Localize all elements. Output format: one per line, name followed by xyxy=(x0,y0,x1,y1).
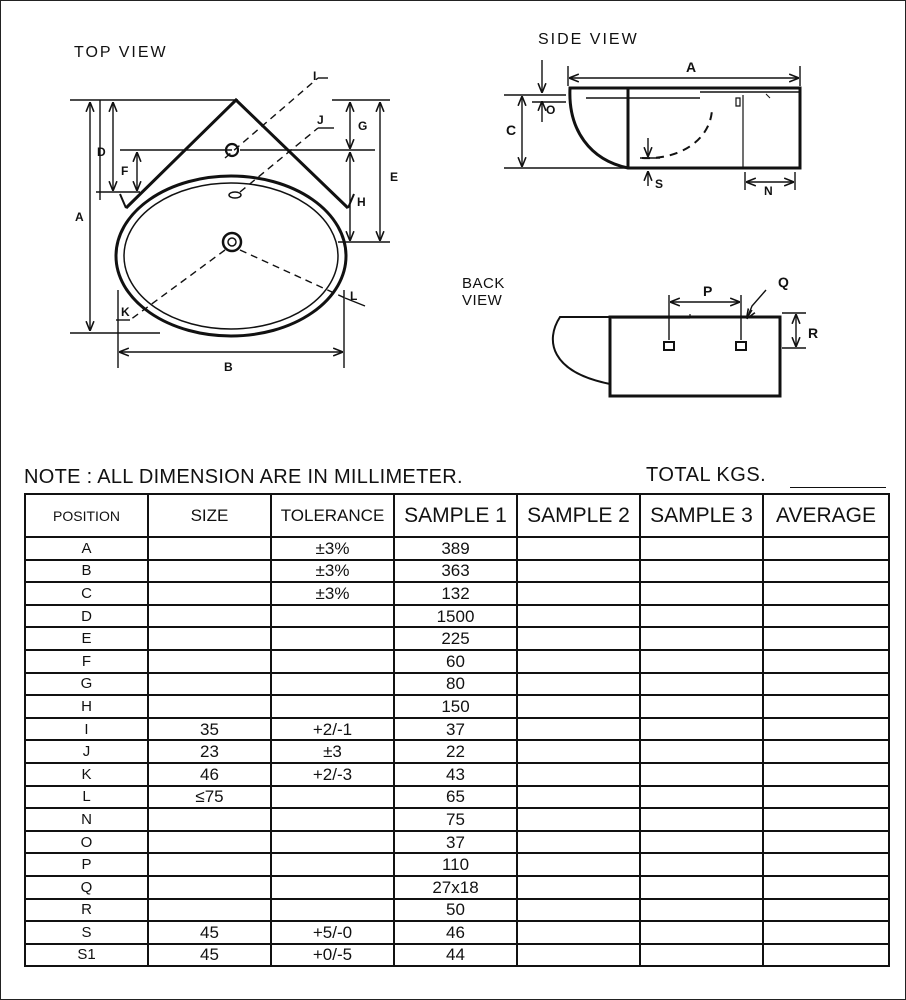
dim-label-top-a: A xyxy=(75,210,84,224)
cell-tolerance xyxy=(271,650,394,673)
table-row xyxy=(25,786,889,809)
cell-position: P xyxy=(25,853,148,876)
cell-tolerance: ±3% xyxy=(271,582,394,605)
cell-sample-1: 50 xyxy=(394,899,517,922)
cell-sample-3 xyxy=(640,944,763,967)
table-row xyxy=(25,876,889,899)
technical-drawing xyxy=(0,0,906,460)
cell-sample-2 xyxy=(517,605,640,628)
table-row xyxy=(25,763,889,786)
table-row xyxy=(25,605,889,628)
cell-sample-2 xyxy=(517,853,640,876)
header-average: AVERAGE xyxy=(763,494,889,537)
cell-sample-1: 363 xyxy=(394,560,517,583)
cell-position: Q xyxy=(25,876,148,899)
cell-tolerance: ±3 xyxy=(271,740,394,763)
cell-sample-3 xyxy=(640,831,763,854)
cell-position: E xyxy=(25,627,148,650)
cell-size: 45 xyxy=(148,921,271,944)
cell-average xyxy=(763,740,889,763)
cell-position: H xyxy=(25,695,148,718)
cell-sample-1: 60 xyxy=(394,650,517,673)
header-size: SIZE xyxy=(148,494,271,537)
cell-position: R xyxy=(25,899,148,922)
cell-size xyxy=(148,831,271,854)
cell-sample-1: 37 xyxy=(394,831,517,854)
cell-sample-3 xyxy=(640,650,763,673)
cell-size xyxy=(148,808,271,831)
cell-size xyxy=(148,876,271,899)
table-row xyxy=(25,831,889,854)
cell-tolerance: +2/-1 xyxy=(271,718,394,741)
cell-sample-1: 110 xyxy=(394,853,517,876)
table-row xyxy=(25,718,889,741)
dim-label-top-d: D xyxy=(97,145,106,159)
table-row xyxy=(25,853,889,876)
cell-size xyxy=(148,582,271,605)
dim-label-side-c: C xyxy=(506,122,517,138)
cell-sample-3 xyxy=(640,582,763,605)
side-view-title: SIDE VIEW xyxy=(538,31,639,48)
cell-sample-3 xyxy=(640,695,763,718)
cell-sample-2 xyxy=(517,582,640,605)
cell-position: S xyxy=(25,921,148,944)
cell-average xyxy=(763,831,889,854)
cell-sample-2 xyxy=(517,763,640,786)
cell-tolerance xyxy=(271,853,394,876)
cell-tolerance: ±3% xyxy=(271,560,394,583)
cell-average xyxy=(763,560,889,583)
cell-sample-3 xyxy=(640,899,763,922)
dim-label-side-a: A xyxy=(686,59,697,75)
dimension-table xyxy=(24,493,890,967)
total-kgs-label: TOTAL KGS. xyxy=(646,464,767,486)
cell-position: I xyxy=(25,718,148,741)
cell-average xyxy=(763,786,889,809)
cell-average xyxy=(763,808,889,831)
cell-position: B xyxy=(25,560,148,583)
cell-sample-2 xyxy=(517,695,640,718)
cell-tolerance xyxy=(271,808,394,831)
cell-sample-2 xyxy=(517,560,640,583)
cell-average xyxy=(763,627,889,650)
cell-position: F xyxy=(25,650,148,673)
top-view-drawing xyxy=(70,78,390,368)
cell-average xyxy=(763,537,889,560)
cell-average xyxy=(763,673,889,696)
cell-sample-3 xyxy=(640,786,763,809)
cell-tolerance xyxy=(271,673,394,696)
table-row xyxy=(25,582,889,605)
dim-label-side-o: O xyxy=(546,103,556,117)
table-row xyxy=(25,560,889,583)
cell-sample-1: 65 xyxy=(394,786,517,809)
cell-size xyxy=(148,695,271,718)
cell-size xyxy=(148,537,271,560)
cell-size: 45 xyxy=(148,944,271,967)
dim-label-top-i: I xyxy=(313,69,317,83)
cell-sample-2 xyxy=(517,673,640,696)
cell-sample-1: 132 xyxy=(394,582,517,605)
table-row xyxy=(25,650,889,673)
cell-tolerance: ±3% xyxy=(271,537,394,560)
cell-sample-2 xyxy=(517,899,640,922)
cell-sample-1: 44 xyxy=(394,944,517,967)
cell-sample-3 xyxy=(640,740,763,763)
cell-tolerance xyxy=(271,786,394,809)
back-view-drawing xyxy=(553,290,806,396)
cell-sample-1: 389 xyxy=(394,537,517,560)
cell-sample-3 xyxy=(640,876,763,899)
cell-tolerance: +2/-3 xyxy=(271,763,394,786)
table-row xyxy=(25,921,889,944)
cell-position: N xyxy=(25,808,148,831)
cell-position: S1 xyxy=(25,944,148,967)
cell-average xyxy=(763,853,889,876)
cell-sample-3 xyxy=(640,763,763,786)
dim-label-top-l: L xyxy=(350,289,358,303)
cell-sample-3 xyxy=(640,853,763,876)
cell-size xyxy=(148,560,271,583)
cell-tolerance xyxy=(271,627,394,650)
back-view-title-line2: VIEW xyxy=(462,292,503,309)
cell-size xyxy=(148,899,271,922)
cell-average xyxy=(763,605,889,628)
cell-size: 23 xyxy=(148,740,271,763)
cell-sample-1: 75 xyxy=(394,808,517,831)
cell-position: C xyxy=(25,582,148,605)
cell-tolerance xyxy=(271,876,394,899)
cell-sample-1: 1500 xyxy=(394,605,517,628)
cell-average xyxy=(763,876,889,899)
cell-tolerance xyxy=(271,605,394,628)
table-row xyxy=(25,695,889,718)
cell-size xyxy=(148,673,271,696)
cell-sample-2 xyxy=(517,740,640,763)
cell-sample-3 xyxy=(640,921,763,944)
cell-sample-3 xyxy=(640,560,763,583)
cell-position: A xyxy=(25,537,148,560)
cell-average xyxy=(763,650,889,673)
cell-sample-2 xyxy=(517,627,640,650)
cell-sample-2 xyxy=(517,808,640,831)
dim-label-top-g: G xyxy=(358,119,368,133)
cell-sample-1: 46 xyxy=(394,921,517,944)
cell-sample-2 xyxy=(517,537,640,560)
cell-sample-1: 225 xyxy=(394,627,517,650)
table-row xyxy=(25,740,889,763)
header-tolerance: TOLERANCE xyxy=(271,494,394,537)
table-row xyxy=(25,944,889,967)
dim-label-top-f: F xyxy=(121,164,129,178)
cell-size xyxy=(148,853,271,876)
cell-size: 46 xyxy=(148,763,271,786)
dim-label-back-q: Q xyxy=(778,274,789,290)
cell-sample-1: 150 xyxy=(394,695,517,718)
side-view-drawing xyxy=(504,60,800,190)
dim-label-side-n: N xyxy=(764,184,773,198)
cell-size: 35 xyxy=(148,718,271,741)
cell-tolerance xyxy=(271,899,394,922)
cell-average xyxy=(763,695,889,718)
units-note: NOTE : ALL DIMENSION ARE IN MILLIMETER. xyxy=(24,466,463,488)
cell-size xyxy=(148,605,271,628)
dim-label-back-r: R xyxy=(808,325,819,341)
cell-sample-3 xyxy=(640,605,763,628)
cell-sample-3 xyxy=(640,718,763,741)
header-sample-2: SAMPLE 2 xyxy=(517,494,640,537)
cell-sample-1: 22 xyxy=(394,740,517,763)
cell-sample-2 xyxy=(517,786,640,809)
cell-position: K xyxy=(25,763,148,786)
cell-sample-1: 27x18 xyxy=(394,876,517,899)
cell-sample-3 xyxy=(640,627,763,650)
cell-sample-3 xyxy=(640,673,763,696)
cell-average xyxy=(763,921,889,944)
cell-tolerance xyxy=(271,695,394,718)
cell-tolerance: +5/-0 xyxy=(271,921,394,944)
table-body xyxy=(25,537,889,966)
cell-sample-3 xyxy=(640,537,763,560)
cell-average xyxy=(763,944,889,967)
cell-size xyxy=(148,627,271,650)
cell-average xyxy=(763,899,889,922)
dim-label-back-p: P xyxy=(703,283,713,299)
total-kgs-blank xyxy=(790,487,886,488)
header-position: POSITION xyxy=(25,494,148,537)
cell-sample-2 xyxy=(517,944,640,967)
cell-position: L xyxy=(25,786,148,809)
cell-tolerance xyxy=(271,831,394,854)
cell-sample-2 xyxy=(517,831,640,854)
cell-position: D xyxy=(25,605,148,628)
cell-sample-1: 37 xyxy=(394,718,517,741)
table-row xyxy=(25,899,889,922)
dim-label-top-b: B xyxy=(224,360,233,374)
cell-average xyxy=(763,763,889,786)
table-row xyxy=(25,808,889,831)
cell-average xyxy=(763,718,889,741)
header-sample-3: SAMPLE 3 xyxy=(640,494,763,537)
cell-sample-2 xyxy=(517,921,640,944)
dim-label-top-h: H xyxy=(357,195,366,209)
dim-label-top-e: E xyxy=(390,170,399,184)
cell-position: J xyxy=(25,740,148,763)
table-row xyxy=(25,627,889,650)
dim-label-top-k: K xyxy=(121,305,130,319)
cell-position: G xyxy=(25,673,148,696)
cell-sample-1: 80 xyxy=(394,673,517,696)
table-row xyxy=(25,673,889,696)
cell-tolerance: +0/-5 xyxy=(271,944,394,967)
header-sample-1: SAMPLE 1 xyxy=(394,494,517,537)
cell-sample-1: 43 xyxy=(394,763,517,786)
cell-size: ≤75 xyxy=(148,786,271,809)
cell-sample-3 xyxy=(640,808,763,831)
cell-average xyxy=(763,582,889,605)
top-view-title: TOP VIEW xyxy=(74,44,168,61)
cell-position: O xyxy=(25,831,148,854)
cell-size xyxy=(148,650,271,673)
dim-label-side-s: S xyxy=(655,177,664,191)
dim-label-top-j: J xyxy=(317,113,324,127)
table-row xyxy=(25,537,889,560)
cell-sample-2 xyxy=(517,876,640,899)
cell-sample-2 xyxy=(517,650,640,673)
back-view-title-line1: BACK xyxy=(462,275,505,292)
cell-sample-2 xyxy=(517,718,640,741)
table-header-row xyxy=(25,494,889,537)
